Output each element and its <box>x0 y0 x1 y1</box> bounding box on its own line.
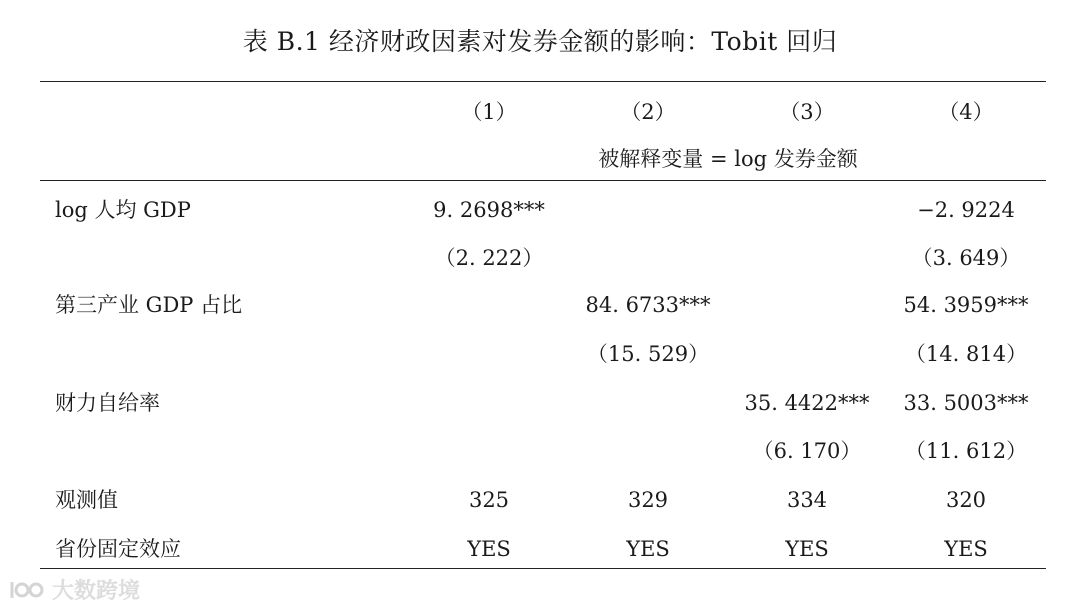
fe-col1: YES <box>467 537 511 561</box>
fe-col3: YES <box>785 537 829 561</box>
coef-fiscal-col3: 35. 4422*** <box>744 391 870 415</box>
se-tertiary-col2: （15. 529） <box>586 342 710 366</box>
column-header-2: （2） <box>620 100 676 124</box>
watermark <box>8 574 140 605</box>
table-title: 表 B.1 经济财政因素对发券金额的影响：Tobit 回归 <box>242 27 838 56</box>
row-label-observations: 观测值 <box>55 488 118 512</box>
se-fiscal-col4: （11. 612） <box>904 439 1028 463</box>
row-label-log-gdp: log 人均 GDP <box>55 198 191 222</box>
watermark-logo-icon <box>8 578 48 602</box>
dependent-variable-label: 被解释变量 = log 发券金额 <box>598 147 858 171</box>
se-gdp-col1: （2. 222） <box>434 246 544 270</box>
column-header-4: （4） <box>938 100 994 124</box>
header-rule <box>40 180 1046 181</box>
column-header-1: （1） <box>461 100 517 124</box>
coef-gdp-col4: −2. 9224 <box>917 198 1015 222</box>
bottom-rule <box>40 568 1046 569</box>
column-header-3: （3） <box>779 100 835 124</box>
coef-tertiary-col2: 84. 6733*** <box>585 293 711 317</box>
row-label-tertiary-share: 第三产业 GDP 占比 <box>55 293 243 317</box>
top-rule <box>40 81 1046 82</box>
obs-col2: 329 <box>627 488 669 512</box>
watermark-text: 大数跨境 <box>52 579 141 604</box>
coef-gdp-col1: 9. 2698*** <box>433 198 545 222</box>
row-label-fiscal-self-sufficiency: 财力自给率 <box>55 391 160 415</box>
se-gdp-col4: （3. 649） <box>911 246 1021 270</box>
row-label-province-fe: 省份固定效应 <box>55 537 181 561</box>
obs-col1: 325 <box>468 488 510 512</box>
fe-col4: YES <box>944 537 988 561</box>
obs-col4: 320 <box>945 488 987 512</box>
fe-col2: YES <box>626 537 670 561</box>
se-tertiary-col4: （14. 814） <box>904 342 1028 366</box>
coef-tertiary-col4: 54. 3959*** <box>903 293 1029 317</box>
obs-col3: 334 <box>786 488 828 512</box>
se-fiscal-col3: （6. 170） <box>752 439 862 463</box>
coef-fiscal-col4: 33. 5003*** <box>903 391 1029 415</box>
